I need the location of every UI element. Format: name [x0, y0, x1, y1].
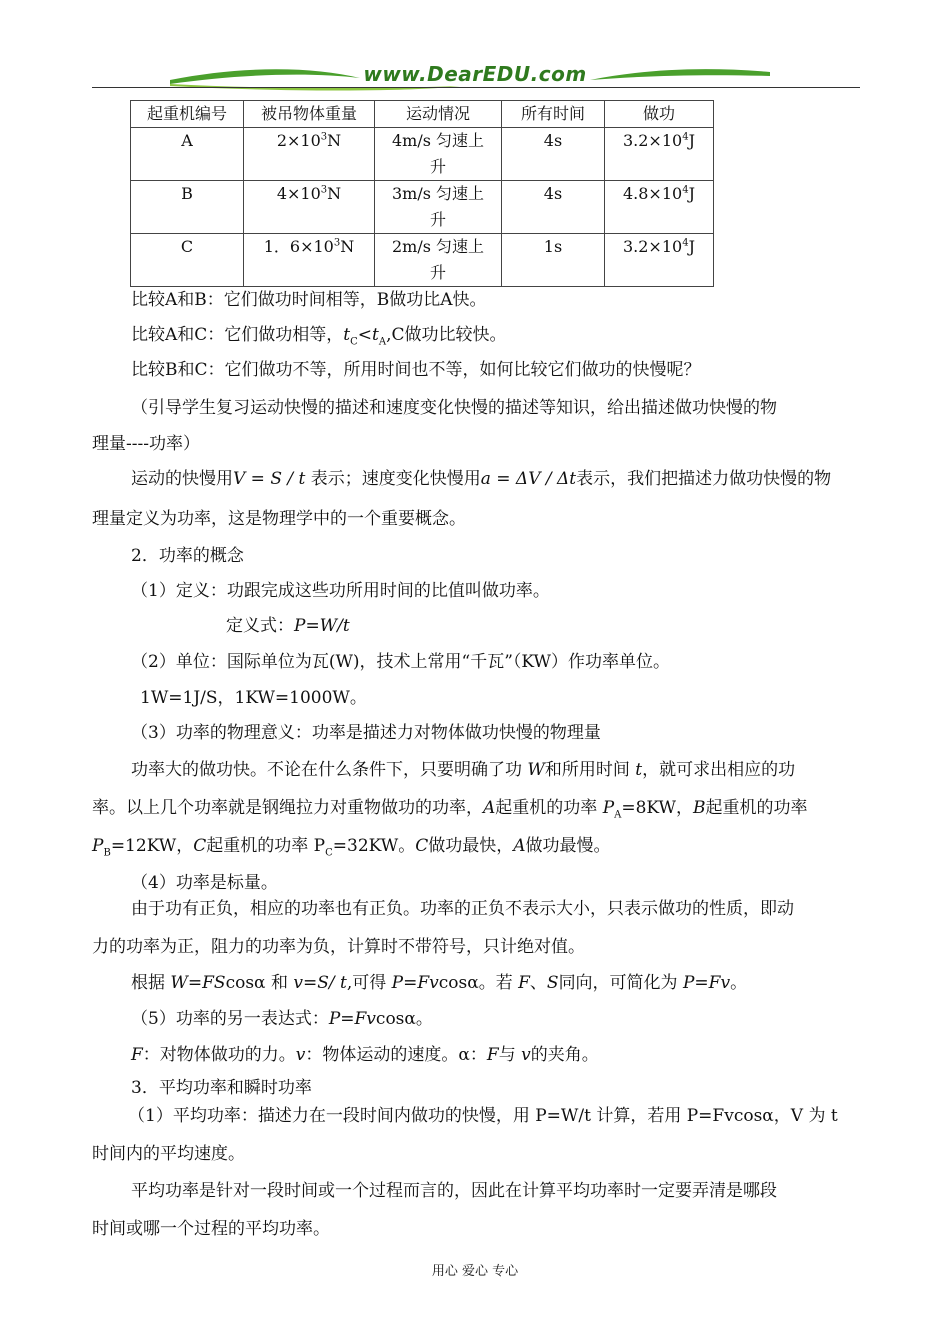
table-cell-motion: 2m/s 匀速上 升 — [375, 234, 502, 287]
table-header-cell: 被吊物体重量 — [244, 101, 375, 128]
table-header-cell: 所有时间 — [502, 101, 605, 128]
header-logo-text: www.DearEDU.com — [363, 62, 587, 86]
table-cell-weight: $2\times 10^3N$ — [244, 128, 375, 181]
paragraph-line: 时间内的平均速度。 — [92, 1144, 245, 1164]
table-cell-motion: 3m/s 匀速上 升 — [375, 181, 502, 234]
table-cell-motion: 4m/s 匀速上 升 — [375, 128, 502, 181]
paragraph-line: （引导学生复习运动快慢的描述和速度变化快慢的描述等知识，给出描述做功快慢的物 — [131, 398, 777, 418]
page-footer: 用心 爱心 专心 — [431, 1264, 519, 1279]
paragraph-line: 比较A和B：它们做功时间相等，B做功比A快。 — [131, 290, 487, 310]
table-cell-weight: 1．$6\times 10^3N$ — [244, 234, 375, 287]
table-row — [131, 128, 714, 181]
table-cell-time: 4s — [502, 181, 605, 234]
table-cell-id: B — [131, 181, 244, 234]
table-row — [131, 181, 714, 234]
table-row — [131, 234, 714, 287]
table-header-cell: 起重机编号 — [131, 101, 244, 128]
paragraph-line: （3）功率的物理意义：功率是描述力对物体做功快慢的物理量 — [131, 723, 601, 743]
paragraph-line: （4）功率是标量。 — [131, 873, 278, 893]
table-cell-weight: $4\times 10^3N$ — [244, 181, 375, 234]
paragraph-line: 根据 W=FScosα 和 v=S/ t,可得 P=Fvcosα。若 F、S同向，可简化为 P=Fv。 — [131, 973, 748, 993]
paragraph-line: （5）功率的另一表达式：P=Fvcosα。 — [131, 1009, 433, 1029]
paragraph-line: 率。以上几个功率就是钢绳拉力对重物做功的功率，A起重机的功率 $P_A=8KW$，B起重机的功率 — [92, 798, 808, 821]
paragraph-line: 比较B和C：它们做功不等，所用时间也不等，如何比较它们做功的快慢呢？ — [131, 360, 701, 380]
table-header-cell: 做功 — [605, 101, 714, 128]
paragraph-line: （1）定义：功跟完成这些功所用时间的比值叫做功率。 — [131, 581, 550, 601]
paragraph-line: 力的功率为正，阻力的功率为负，计算时不带符号，只计绝对值。 — [92, 937, 585, 957]
table-cell-work: $3.2\times 10^4J$ — [605, 234, 714, 287]
formula-line: 定义式：P=W/t — [226, 616, 350, 636]
table-header-cell: 运动情况 — [375, 101, 502, 128]
table-cell-work: $4.8\times 10^4J$ — [605, 181, 714, 234]
paragraph-line: 运动的快慢用V = S / t 表示；速度变化快慢用a = ΔV / Δt表示，我们把描述力做功快慢的物 — [131, 469, 832, 489]
table-cell-time: 1s — [502, 234, 605, 287]
paragraph-line: 功率大的做功快。不论在什么条件下，只要明确了功 W和所用时间 t，就可求出相应的功 — [131, 760, 796, 780]
paragraph-line: F：对物体做功的力。v：物体运动的速度。α：F与 v的夹角。 — [131, 1045, 599, 1065]
paragraph-line: 平均功率是针对一段时间或一个过程而言的，因此在计算平均功率时一定要弄清是哪段 — [131, 1181, 777, 1201]
paragraph-line: 理量----功率） — [92, 434, 200, 454]
section-heading: 3．平均功率和瞬时功率 — [131, 1078, 312, 1098]
paragraph-line: 比较A和C：它们做功相等，$t_C<t_A,C$做功比较快。 — [131, 325, 507, 348]
table-cell-time: 4s — [502, 128, 605, 181]
header-rule — [92, 87, 860, 88]
table-cell-work: $3.2\times 10^4J$ — [605, 128, 714, 181]
table-cell-id: A — [131, 128, 244, 181]
table-cell-id: C — [131, 234, 244, 287]
paragraph-line: 由于功有正负，相应的功率也有正负。功率的正负不表示大小，只表示做功的性质，即动 — [131, 899, 794, 919]
section-heading: 2．功率的概念 — [131, 546, 244, 566]
paragraph-line: 理量定义为功率，这是物理学中的一个重要概念。 — [92, 509, 466, 529]
paragraph-line: $P_B=12KW$，C起重机的功率 $P_C=32KW$。C做功最快，A做功最慢。 — [92, 836, 611, 859]
paragraph-line: （1）平均功率：描述力在一段时间内做功的快慢，用 P=W/t 计算，若用 P=Fvcosα，V 为 t — [128, 1106, 838, 1126]
paragraph-line: （2）单位：国际单位为瓦(W)，技术上常用“千瓦”（KW）作功率单位。 — [131, 652, 671, 672]
paragraph-line: 时间或哪一个过程的平均功率。 — [92, 1219, 330, 1239]
paragraph-line: 1W=1J/S，1KW=1000W。 — [140, 688, 367, 708]
table-header-row — [131, 101, 714, 128]
crane-comparison-table — [130, 100, 714, 287]
